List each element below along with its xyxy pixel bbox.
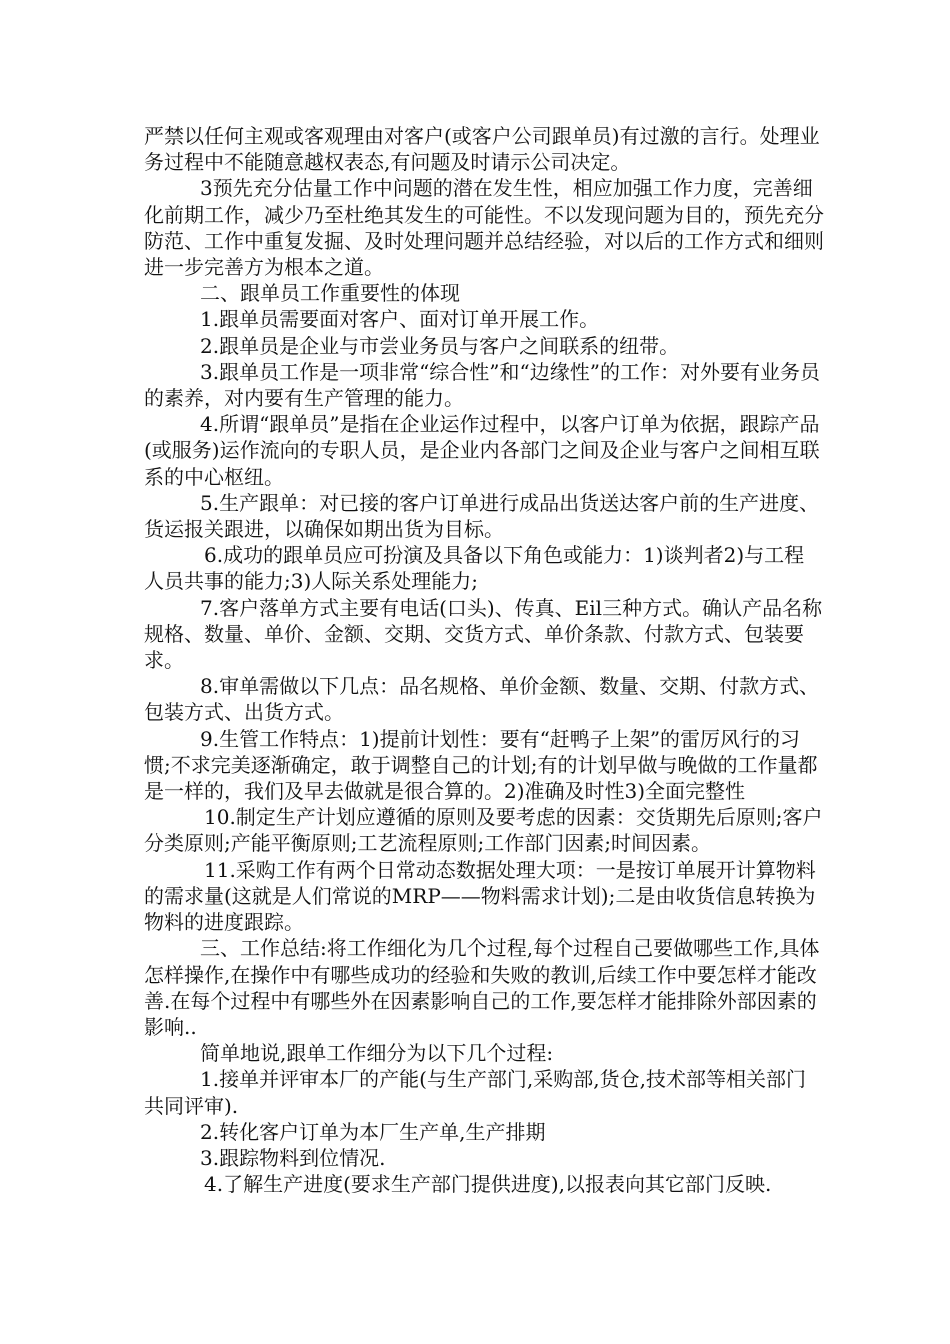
paragraph-item-3: 3.跟单员工作是一项非常“综合性”和“边缘性”的工作：对外要有业务员的素养，对内要有生产管理的能力。 (144, 359, 820, 411)
paragraph-item-2: 2.跟单员是企业与市尝业务员与客户之间联系的纽带。 (200, 333, 680, 358)
paragraph-item-4: 4.所谓“跟单员”是指在企业运作过程中，以客户订单为依据，跟踪产品(或服务)运作流向的专职人员，是企业内各部门之间及企业与客户之间相互联系的中心枢纽。 (144, 412, 820, 489)
paragraph-2: 3预先充分估量工作中问题的潜在发生性，相应加强工作力度，完善细化前期工作，减少乃至杜绝其发生的可能性。不以发现问题为目的，预先充分防范、工作中重复发掘、及时处理问题并总结经验，对以后的工作方式和细则进一步完善方为根本之道。 (144, 176, 824, 280)
section-heading-importance: 二、跟单员工作重要性的体现 (200, 281, 460, 306)
paragraph-item-5: 5.生产跟单：对已接的客户订单进行成品出货送达客户前的生产进度、货运报关跟进，以确保如期出货为目标。 (144, 490, 820, 542)
paragraph-item-7: 7.客户落单方式主要有电话(口头)、传真、Eil三种方式。确认产品名称规格、数量、单价、金额、交期、交货方式、单价条款、付款方式、包装要求。 (144, 595, 823, 673)
paragraph-item-9: 9.生管工作特点：1)提前计划性：要有“赶鸭子上架”的雷厉风行的习惯;不求完美逐渐确定，敢于调整自己的计划;有的计划早做与晚做的工作量都是一样的，我们及早去做就是很合算的。2)准确及时性3)全面完整性 (144, 726, 818, 804)
paragraph-item-1: 1.跟单员需要面对客户、面对订单开展工作。 (200, 307, 600, 332)
document-body (144, 123, 824, 1197)
paragraph-process-2: 2.转化客户订单为本厂生产单,生产排期 (200, 1119, 546, 1144)
paragraph-process-3: 3.跟踪物料到位情况. (200, 1145, 386, 1170)
section-heading-summary: 三、工作总结:将工作细化为几个过程,每个过程自己要做哪些工作,具体怎样操作,在操作中有哪些成功的经验和失败的教训,后续工作中要怎样才能改善.在每个过程中有哪些外在因素影响自己的工作,要怎样才能排除外部因素的影响.. (144, 936, 820, 1039)
paragraph-1: 严禁以任何主观或客观理由对客户(或客户公司跟单员)有过激的言行。处理业务过程中不能随意越权表态,有问题及时请示公司决定。 (144, 124, 820, 175)
paragraph-process-4: 4.了解生产进度(要求生产部门提供进度),以报表向其它部门反映. (204, 1172, 772, 1197)
paragraph-item-8: 8.审单需做以下几点：品名规格、单价金额、数量、交期、付款方式、包装方式、出货方式。 (144, 674, 820, 725)
paragraph-item-11: 11.采购工作有两个日常动态数据处理大项：一是按订单展开计算物料的需求量(这就是人们常说的MRP——物料需求计划);二是由收货信息转换为物料的进度跟踪。 (144, 857, 816, 935)
paragraph-process-intro: 简单地说,跟单工作细分为以下几个过程: (200, 1041, 554, 1066)
paragraph-process-1: 1.接单并评审本厂的产能(与生产部门,采购部,货仓,技术部等相关部门共同评审). (144, 1067, 806, 1118)
paragraph-item-10: 10.制定生产计划应遵循的原则及要考虑的因素：交货期先后原则;客户分类原则;产能平衡原则;工艺流程原则;工作部门因素;时间因素。 (144, 805, 823, 856)
paragraph-item-6: 6.成功的跟单员应可扮演及具备以下角色或能力：1)谈判者2)与工程人员共事的能力;3)人际关系处理能力; (144, 543, 805, 594)
